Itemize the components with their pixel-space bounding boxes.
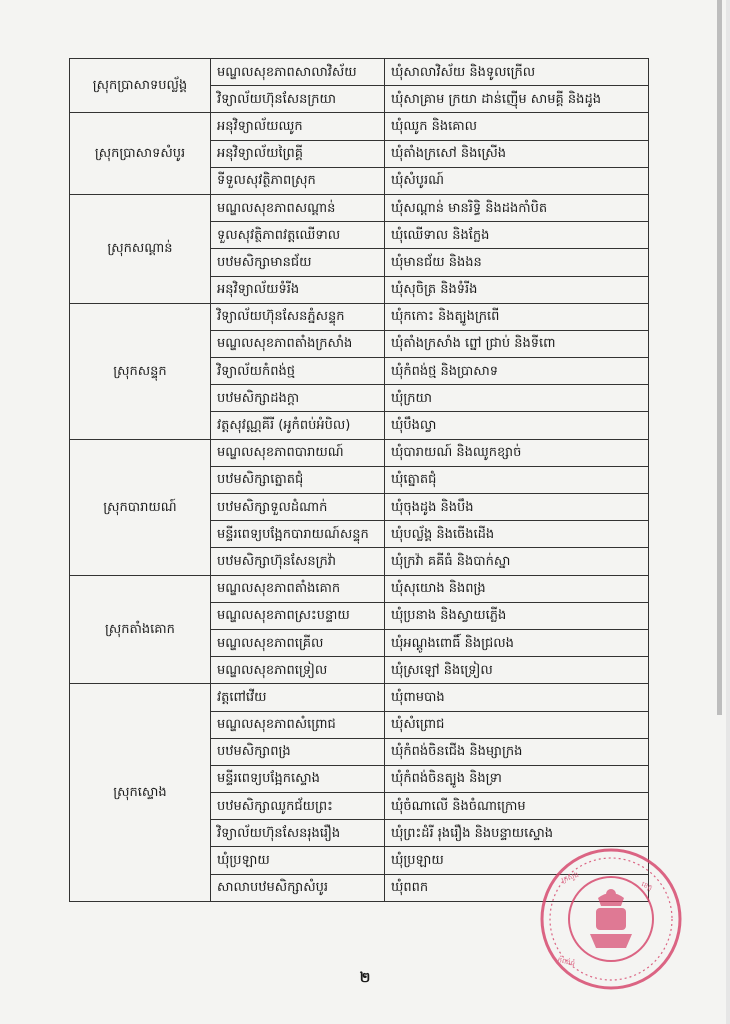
location-cell: បឋមសិក្សាទួលដំណាក់ <box>211 494 385 521</box>
location-cell: មន្ទីរពេទ្យបង្អែកស្ទោង <box>211 765 385 792</box>
location-cell: មណ្ឌលសុខភាពតាំងក្រសាំង <box>211 330 385 357</box>
communes-cell: ឃុំក្រវ៉ា គគីធំ និងបាក់ស្នា <box>385 548 649 575</box>
location-cell: អនុវិទ្យាល័យទំរីង <box>211 276 385 303</box>
district-name-cell: ស្រុកបារាយណ៍ <box>70 439 211 575</box>
communes-cell: ឃុំចំណាលើ និងចំណាក្រោម <box>385 793 649 820</box>
location-cell: មណ្ឌលសុខភាពគ្រើល <box>211 629 385 656</box>
location-cell: បឋមសិក្សាមានជ័យ <box>211 249 385 276</box>
svg-text:ខេត្ត: ខេត្ត <box>640 880 654 893</box>
communes-cell: ឃុំប្រនាង និងស្វាយភ្លើង <box>385 602 649 629</box>
communes-cell: ឃុំចុងដូង និងបឹង <box>385 494 649 521</box>
communes-cell: ឃុំតាំងក្រសៅ និងស្រើង <box>385 140 649 167</box>
district-name-cell: ស្រុកតាំងគោក <box>70 575 211 684</box>
location-cell: វិទ្យាល័យហ៊ុនសែនរុងរឿង <box>211 820 385 847</box>
location-cell: មន្ទីរពេទ្យបង្អែកបារាយណ៍សន្ទុក <box>211 521 385 548</box>
communes-cell: ឃុំបល្ល័ង្គ និងចើងដើង <box>385 521 649 548</box>
location-cell: វិទ្យាល័យកំពង់ថ្ម <box>211 358 385 385</box>
location-cell: បឋមសិក្សាឈូកជ័យព្រះ <box>211 793 385 820</box>
table-body <box>70 59 649 902</box>
district-name-cell: ស្រុកប្រាសាទសំបូរ <box>70 113 211 195</box>
communes-cell: ឃុំមានជ័យ និងងន <box>385 249 649 276</box>
communes-cell: ឃុំបារាយណ៍ និងឈូកខ្សាច់ <box>385 439 649 466</box>
location-cell: បឋមសិក្សាហ៊ុនសែនក្រវ៉ា <box>211 548 385 575</box>
communes-cell: ឃុំសំព្រោជ <box>385 711 649 738</box>
communes-cell: ឃុំត្នោតជុំ <box>385 466 649 493</box>
communes-cell: ឃុំក្រយា <box>385 385 649 412</box>
location-cell: មណ្ឌលសុខភាពស្រះបន្ទាយ <box>211 602 385 629</box>
communes-cell: ឃុំពាមបាង <box>385 684 649 711</box>
communes-cell: ឃុំសាគ្រាម ក្រយា ដាន់ញ៉ើម សាមគ្គី និងដូង <box>385 86 649 113</box>
scan-edge <box>717 0 722 715</box>
district-name-cell: ស្រុកប្រាសាទបល្ល័ង្គ <box>70 59 211 113</box>
communes-cell: ឃុំស្រឡៅ និងទ្រៀល <box>385 657 649 684</box>
table-row <box>70 575 649 602</box>
location-cell: បឋមសិក្សាដងក្ដា <box>211 385 385 412</box>
location-cell: បឋមសិក្សាពង្រ <box>211 738 385 765</box>
location-cell: វត្តពៅវើយ <box>211 684 385 711</box>
district-name-cell: ស្រុកសន្ទុក <box>70 303 211 439</box>
district-name-cell: ស្រុកស្ទោង <box>70 684 211 902</box>
location-cell: វិទ្យាល័យហ៊ុនសែនក្រយា <box>211 86 385 113</box>
location-cell: មណ្ឌលសុខភាពតាំងគោក <box>211 575 385 602</box>
location-cell: ទីទួលសុវត្ថិភាពស្រុក <box>211 167 385 194</box>
district-shelter-table <box>69 58 649 902</box>
communes-cell: ឃុំឈើទាល និងក្លែង <box>385 222 649 249</box>
location-cell: វិទ្យាល័យហ៊ុនសែនភ្នំសន្ទុក <box>211 303 385 330</box>
communes-cell: ឃុំតាំងក្រសាំង ព្នៅ ជ្រាប់ និងទីពោ <box>385 330 649 357</box>
location-cell: ទួលសុវត្ថិភាពវត្តឈើទាល <box>211 222 385 249</box>
location-cell: អនុវិទ្យាល័យព្រៃគ្គី <box>211 140 385 167</box>
location-cell: វត្តសុវណ្ណគីរី (អូកំពប់អំបិល) <box>211 412 385 439</box>
table-row <box>70 59 649 86</box>
table-row <box>70 439 649 466</box>
communes-cell: ឃុំសាលាវិស័យ និងទូលក្រើល <box>385 59 649 86</box>
communes-cell: ឃុំសុចិត្រ និងទំរីង <box>385 276 649 303</box>
location-cell: មណ្ឌលសុខភាពបារាយណ៍ <box>211 439 385 466</box>
communes-cell: ឃុំឈូក និងគោល <box>385 113 649 140</box>
communes-cell: ឃុំកំពង់ចិនត្បូង និងទ្រា <box>385 765 649 792</box>
location-cell: សាលាបឋមសិក្សាសំបូរ <box>211 874 385 901</box>
communes-cell: ឃុំព្រះដំរី រុងរឿង និងបន្ទាយស្ទោង <box>385 820 649 847</box>
table-row <box>70 194 649 221</box>
communes-cell: ឃុំកំពង់ថ្ម និងប្រាសាទ <box>385 358 649 385</box>
location-cell: អនុវិទ្យាល័យឈូក <box>211 113 385 140</box>
svg-text:ក្រសួង: ក្រសួង <box>560 870 580 885</box>
district-name-cell: ស្រុកសណ្ដាន់ <box>70 194 211 303</box>
table-row <box>70 303 649 330</box>
location-cell: បឋមសិក្សាត្នោតជុំ <box>211 466 385 493</box>
communes-cell: ឃុំអណ្ដូងពោធិ៍ និងជ្រលង <box>385 629 649 656</box>
official-seal-stamp <box>538 846 684 992</box>
scan-edge-light <box>726 0 730 1024</box>
location-cell: មណ្ឌលសុខភាពសាលាវិស័យ <box>211 59 385 86</box>
communes-cell: ឃុំសណ្ដាន់ មានរិទ្ធិ និងដងកាំបិត <box>385 194 649 221</box>
communes-cell: ឃុំបឹងល្វា <box>385 412 649 439</box>
table-row <box>70 684 649 711</box>
table-row <box>70 113 649 140</box>
location-cell: មណ្ឌលសុខភាពសណ្ដាន់ <box>211 194 385 221</box>
communes-cell: ឃុំប្រឡាយ <box>385 847 649 874</box>
location-cell: មណ្ឌលសុខភាពសំព្រោជ <box>211 711 385 738</box>
communes-cell: ឃុំកំពង់ចិនជើង និងម្សាក្រង <box>385 738 649 765</box>
svg-text:កំពង់ធំ: កំពង់ធំ <box>556 955 576 969</box>
page-number: ២ <box>359 970 371 986</box>
location-cell: មណ្ឌលសុខភាពទ្រៀល <box>211 657 385 684</box>
communes-cell: ឃុំសំបូរណ៍ <box>385 167 649 194</box>
location-cell: ឃុំប្រឡាយ <box>211 847 385 874</box>
communes-cell: ឃុំសុយោង និងពង្រ <box>385 575 649 602</box>
communes-cell: ឃុំពពក <box>385 874 649 901</box>
communes-cell: ឃុំកកោះ និងត្បូងក្រពើ <box>385 303 649 330</box>
